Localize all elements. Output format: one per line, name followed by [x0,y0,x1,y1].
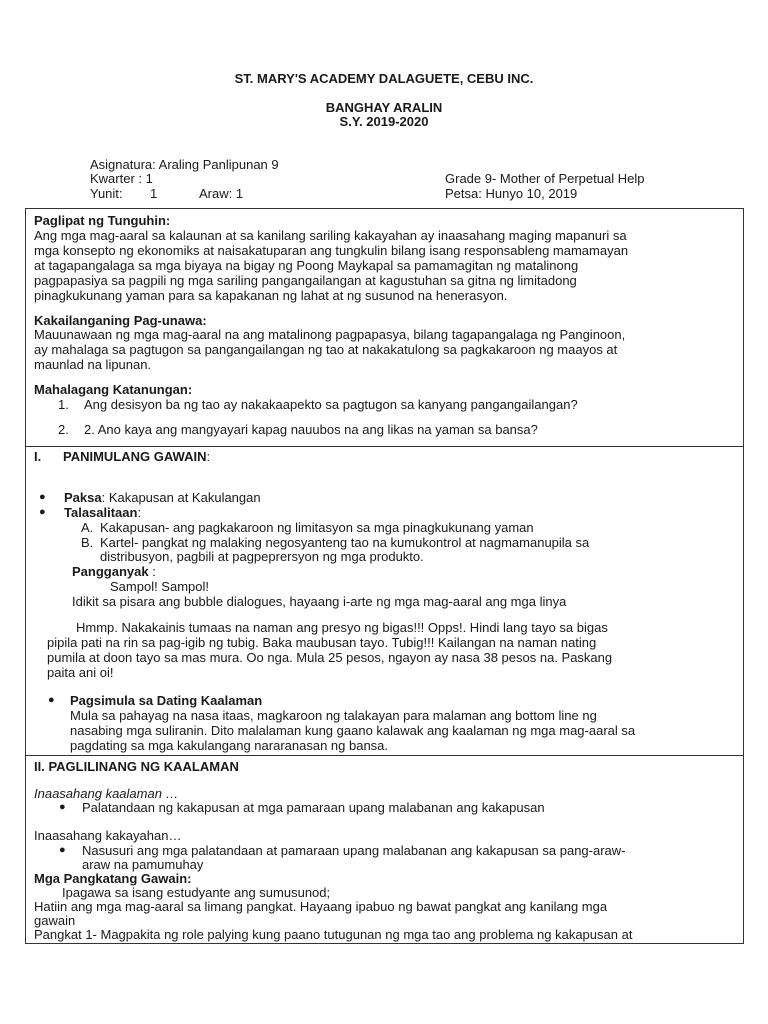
paksa-text: : Kakapusan at Kakulangan [101,490,261,505]
question-2: 2. Ano kaya ang mangyayari kapag nauubos na ang likas na yaman sa bansa? [84,422,538,437]
talasalitaan-label: Talasalitaan [64,505,138,520]
paglipat-line: Ang mga mag-aaral sa kalaunan at sa kanilang sariling kakayahan ay inaasahang maging mapanuri sa [34,228,627,243]
grade-section: Grade 9- Mother of Perpetual Help [445,171,645,186]
araw: Araw: 1 [199,186,244,201]
yunit-label: Yunit: [90,186,123,201]
kakailanganin-title: Kakailanganing Pag-unawa: [34,313,207,328]
ipagawa-text: Ipagawa sa isang estudyante ang sumusunod; [62,885,331,900]
section-paglilinang [26,756,743,942]
pagsimula-line: Mula sa pahayag na nasa itaas, magkaroon ng talakayan para malaman ang bottom line ng [70,708,597,723]
bullet-icon: ● [48,694,55,706]
dialog-line: pipila pati na rin sa pag-igib ng tubig. Baka maubusan tayo. Tubig!!! Kailangan na naman nating [47,635,597,650]
panimulang-colon: : [206,449,211,464]
school-name: ST. MARY'S ACADEMY DALAGUETE, CEBU INC. [234,71,534,86]
talasalitaan-colon: : [137,505,142,520]
school-year: S.Y. 2019-2020 [339,114,429,129]
talasalitaan-b-cont: distribusyon, pagbili at pagpeprersyon ng mga produkto. [100,549,424,564]
kakailanganin-line: maunlad na lipunan. [34,357,152,372]
question-number: 2. [58,422,69,437]
paglipat-line: mga konsepto ng ekonomiks at naisakatuparan ang tungkulin bilang isang responsableng mamamayan [34,243,629,258]
talasalitaan-a: Kakapusan- ang pagkakaroon ng limitasyon sa mga pinagkukunang yaman [100,520,534,535]
list-marker: A. [81,520,94,535]
question-number: 1. [58,397,69,412]
dialog-line: paita ani oi! [47,665,114,680]
pagsimula-label: Pagsimula sa Dating Kaalaman [70,693,263,708]
dialog-line: pumila at doon tayo sa mas mura. Oo nga. Mula 25 pesos, ngayon ay nasa 38 pesos na. Paskang [47,650,613,665]
pangganyak-colon: : [148,564,156,579]
paglipat-title: Paglipat ng Tunguhin: [34,213,171,228]
bullet-icon: ● [59,801,66,813]
idikit-instruction: Idikit sa pisara ang bubble dialogues, hayaang i-arte ng mga mag-aaral ang mga linya [72,594,567,609]
sampol-text: Sampol! Sampol! [110,579,209,594]
mahalaga-title: Mahalagang Katanungan: [34,382,193,397]
paglilinang-title: II. PAGLILINANG NG KAALAMAN [34,759,239,774]
pangganyak-label: Pangganyak [72,564,149,579]
kwarter: Kwarter : 1 [90,171,153,186]
inaasahang-kakayahan: Inaasahang kakayahan… [34,828,182,843]
kakailanganin-line: Mauunawaan ng mga mag-aaral na ang matalinong pagpapasya, bilang tagapangalaga ng Panginoon, [34,327,626,342]
hatiin-line: Hatiin ang mga mag-aaral sa limang pangkat. Hayaang ipabuo ng bawat pangkat ang kanilang mga [34,899,608,914]
bullet-icon: ● [59,844,66,856]
kakayahan-item-cont: araw na pamumuhay [82,857,204,872]
document-title: BANGHAY ARALIN [325,100,443,115]
pangkat-1-text: Pangkat 1- Magpakita ng role palying kung paano tutugunan ng mga tao ang problema ng kakapusan at [34,927,633,942]
paglipat-line: pagpapasiya sa pagpili ng mga sariling pangangailangan at kagustuhan sa gitna ng limitadong [34,273,577,288]
hatiin-line-cont: gawain [34,913,76,928]
inaasahang-kaalaman: Inaasahang kaalaman … [34,786,179,801]
pagsimula-line: pagdating sa mga kakulangang nararanasan ng bansa. [70,738,389,753]
list-marker: B. [81,535,94,550]
dialog-line: Hmmp. Nakakainis tumaas na naman ang presyo ng bigas!!! Opps!. Hindi lang tayo sa bigas [76,620,608,635]
paksa-label: Paksa [64,490,102,505]
paglipat-line: at tagapangalaga sa mga biyaya na bigay ng Poong Maykapal sa pamamagitan ng matalinong [34,258,579,273]
kaalaman-item: Palatandaan ng kakapusan at mga pamaraan upang malabanan ang kakapusan [82,800,545,815]
asignatura: Asignatura: Araling Panlipunan 9 [90,157,279,172]
panimulang-title: PANIMULANG GAWAIN [63,449,207,464]
question-1: Ang desisyon ba ng tao ay nakakaapekto sa pagtugon sa kanyang pangangailangan? [84,397,578,412]
section-tunguhin [26,209,743,446]
talasalitaan-b: Kartel- pangkat ng malaking negosyanteng tao na kumukontrol at nagmamanupila sa [100,535,590,550]
pangkatang-gawain-title: Mga Pangkatang Gawain: [34,871,192,886]
pagsimula-line: nasabing mga suliranin. Dito malalaman kung gaano kalawak ang kaalaman ng mga mag-aaral sa [70,723,636,738]
kakayahan-item: Nasusuri ang mga palatandaan at pamaraan upang malabanan ang kakapusan sa pang-araw- [82,843,626,858]
paglipat-line: pinagkukunang yaman para sa kapakanan ng lahat at ng susunod na henerasyon. [34,288,508,303]
kakailanganin-line: ay mahalaga sa pagtugon sa pangangailangan ng tao at nakakatulong sa pagkakaroon ng maayos at [34,342,618,357]
bullet-icon: ● [39,506,46,518]
yunit-value: 1 [150,186,158,201]
petsa: Petsa: Hunyo 10, 2019 [445,186,578,201]
section-number: I. [34,449,42,464]
lesson-table [25,208,744,944]
bullet-icon: ● [39,491,46,503]
section-panimulang-gawain [26,447,743,755]
